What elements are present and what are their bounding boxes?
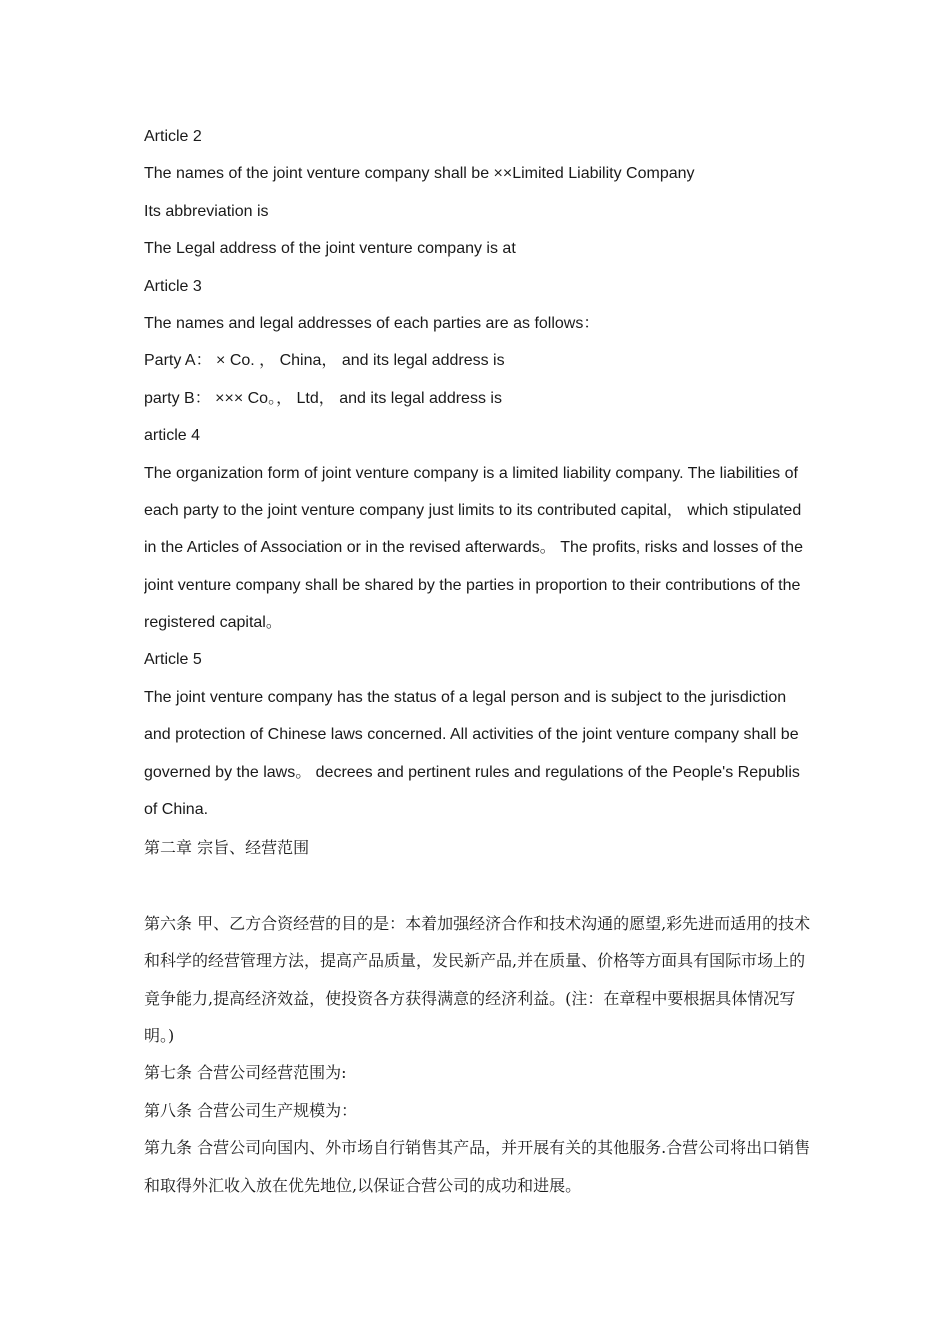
article-3-intro: The names and legal addresses of each parties are as follows： xyxy=(144,314,600,332)
article-5-text-line: and protection of Chinese laws concerned. All activities of the joint venture company shall be xyxy=(144,726,799,744)
article-4-text-line: registered capital。 xyxy=(144,614,282,632)
article-7: 第七条 合营公司经营范围为: xyxy=(144,1063,347,1083)
article-2-abbreviation: Its abbreviation is xyxy=(144,202,269,220)
article-3-party-a: Party A： × Co. ， China， and its legal address is xyxy=(144,352,505,370)
article-5-text-line: The joint venture company has the status of a legal person and is subject to the jurisdiction xyxy=(144,688,787,706)
article-2-company-name: The names of the joint venture company shall be ××Limited Liability Company xyxy=(144,165,695,183)
article-9-text-line: 和取得外汇收入放在优先地位,以保证合营公司的成功和进展。 xyxy=(144,1175,582,1195)
article-9-text-line: 第九条 合营公司向国内、外市场自行销售其产品，并开展有关的其他服务.合营公司将出口销售 xyxy=(144,1138,811,1158)
article-5-heading: Article 5 xyxy=(144,651,202,669)
spacer xyxy=(144,867,844,905)
article-3-heading: Article 3 xyxy=(144,277,202,295)
article-5-text-line: governed by the laws。 decrees and pertinent rules and regulations of the People's Republis xyxy=(144,763,800,781)
article-6-text-line: 第六条 甲、乙方合资经营的目的是：本着加强经济合作和技术沟通的愿望,彩先进而适用的技术 xyxy=(144,913,811,933)
article-4-text-line: in the Articles of Association or in the revised afterwards。 The profits, risks and losses of the xyxy=(144,539,803,557)
article-4-text-line: The organization form of joint venture company is a limited liability company. The liabilities of xyxy=(144,464,798,482)
article-3-party-b: party B： ××× Co。， Ltd， and its legal address is xyxy=(144,389,502,407)
article-6-text-line: 和科学的经营管理方法，提高产品质量，发民新产品,并在质量、价格等方面具有国际市场上的 xyxy=(144,951,806,971)
article-4-text-line: joint venture company shall be shared by the parties in proportion to their contributions of the xyxy=(144,576,801,594)
article-5-text-line: of China. xyxy=(144,801,209,819)
article-6-text-line: 明。) xyxy=(144,1025,175,1045)
article-2-legal-address: The Legal address of the joint venture company is at xyxy=(144,240,516,258)
document-body xyxy=(144,118,844,1204)
article-4-text-line: each party to the joint venture company just limits to its contributed capital， which stipulated xyxy=(144,501,802,519)
article-8: 第八条 合营公司生产规模为： xyxy=(144,1100,358,1120)
article-4-heading: article 4 xyxy=(144,427,201,445)
article-2-heading: Article 2 xyxy=(144,128,202,145)
chapter-2-heading: 第二章 宗旨、经营范围 xyxy=(144,838,310,858)
article-6-text-line: 竟争能力,提高经济效益，使投资各方获得满意的经济利益。(注：在章程中要根据具体情况写 xyxy=(144,988,796,1008)
